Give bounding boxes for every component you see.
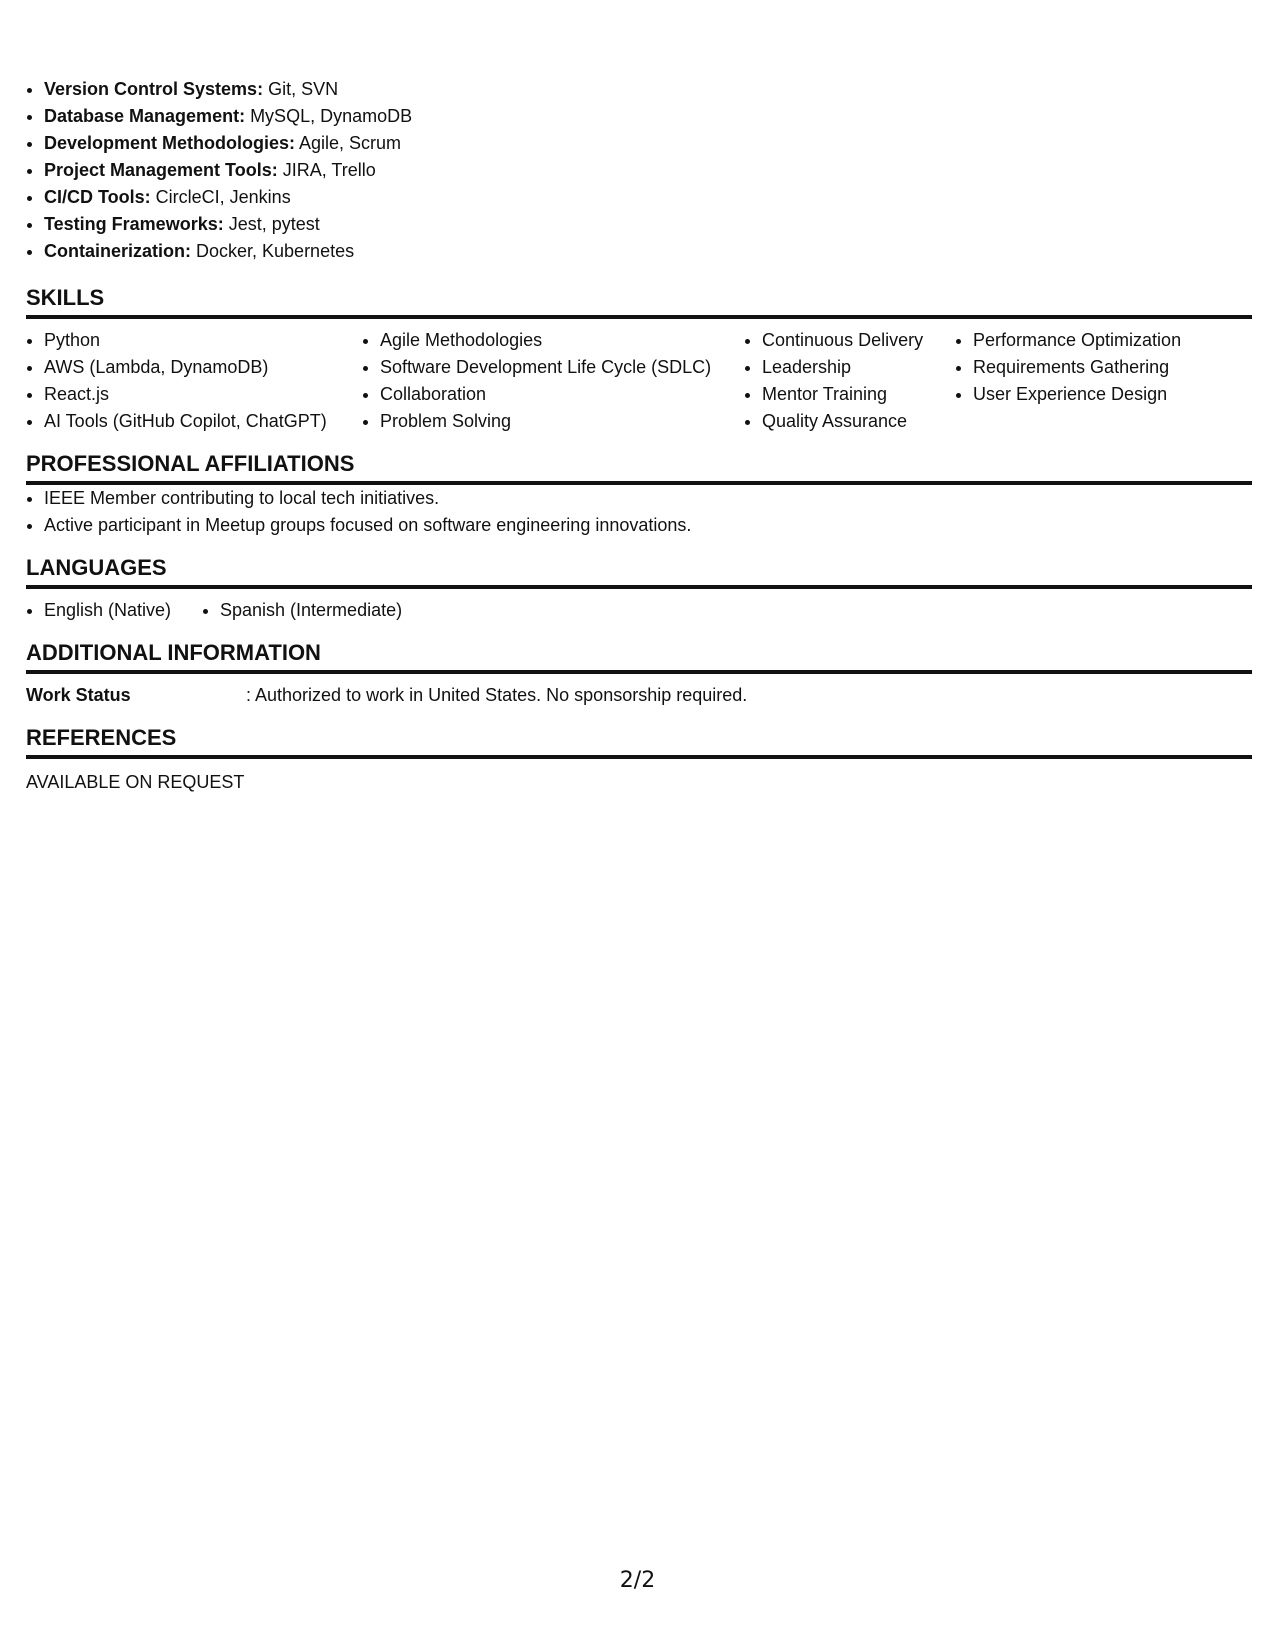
section-title-additional-info: ADDITIONAL INFORMATION: [26, 640, 1252, 674]
skill-item: • Requirements Gathering: [973, 354, 1233, 381]
skill-item: • Performance Optimization: [973, 327, 1233, 354]
tools-list: [26, 76, 1252, 265]
languages-row: [26, 597, 1252, 624]
list-item: • Active participant in Meetup groups focused on software engineering innovations.: [44, 512, 1252, 539]
list-item: [44, 184, 1252, 211]
language-item: • Spanish (Intermediate): [220, 597, 402, 624]
tool-value: Docker, Kubernetes: [191, 241, 355, 261]
tool-value: CircleCI, Jenkins: [150, 187, 291, 207]
list-item: [44, 103, 1252, 130]
skill-item: • AI Tools (GitHub Copilot, ChatGPT): [44, 408, 362, 435]
tool-label: Version Control Systems:: [44, 79, 264, 99]
skill-item: • Mentor Training: [762, 381, 955, 408]
tool-label: Containerization:: [44, 241, 191, 261]
spacer: [26, 709, 1252, 725]
skill-item: • Agile Methodologies: [380, 327, 744, 354]
tool-value: Agile, Scrum: [295, 133, 402, 153]
tool-label: Testing Frameworks:: [44, 214, 224, 234]
work-status-row: [26, 682, 1252, 709]
spacer: [26, 435, 1252, 451]
additional-info-section: [26, 640, 1252, 709]
skill-item: • Software Development Life Cycle (SDLC): [380, 354, 744, 381]
language-item: • English (Native): [44, 597, 202, 624]
resume-page: [26, 76, 1252, 796]
languages-section: [26, 555, 1252, 624]
tool-value: MySQL, DynamoDB: [245, 106, 413, 126]
languages-column: [202, 597, 402, 624]
skill-item: • Python: [44, 327, 362, 354]
skills-section: [26, 285, 1252, 435]
skill-item: • Leadership: [762, 354, 955, 381]
skill-item: • Continuous Delivery: [762, 327, 955, 354]
list-item: [44, 157, 1252, 184]
references-text: AVAILABLE ON REQUEST: [26, 772, 245, 792]
list-item: [44, 238, 1252, 265]
skill-item: • Problem Solving: [380, 408, 744, 435]
skills-column: [26, 327, 362, 435]
list-item: [44, 130, 1252, 157]
tool-label: Project Management Tools:: [44, 160, 278, 180]
tool-label: CI/CD Tools:: [44, 187, 151, 207]
spacer: [26, 539, 1252, 555]
section-title-references: REFERENCES: [26, 725, 1252, 759]
references-section: [26, 725, 1252, 796]
tool-value: JIRA, Trello: [277, 160, 376, 180]
skill-item: • AWS (Lambda, DynamoDB): [44, 354, 362, 381]
skills-column: [744, 327, 955, 435]
skills-column: [362, 327, 744, 435]
skill-item: • Quality Assurance: [762, 408, 955, 435]
skills-column: [955, 327, 1233, 435]
affiliations-list: [26, 485, 1252, 539]
list-item: [44, 211, 1252, 238]
tool-label: Database Management:: [44, 106, 246, 126]
work-status-label: Work Status: [26, 685, 131, 705]
section-title-affiliations: PROFESSIONAL AFFILIATIONS: [26, 451, 1252, 485]
affiliations-section: [26, 451, 1252, 539]
page-number: 2/2: [619, 1568, 656, 1593]
skill-item: • React.js: [44, 381, 362, 408]
work-status-value: : Authorized to work in United States. No sponsorship required.: [246, 685, 748, 705]
skill-item: • Collaboration: [380, 381, 744, 408]
tool-value: Jest, pytest: [223, 214, 320, 234]
list-item: [44, 76, 1252, 103]
tools-section: [26, 76, 1252, 265]
section-title-languages: LANGUAGES: [26, 555, 1252, 589]
tool-label: Development Methodologies:: [44, 133, 296, 153]
spacer: [26, 624, 1252, 640]
skills-grid: [26, 327, 1252, 435]
skill-item: • User Experience Design: [973, 381, 1233, 408]
section-title-skills: SKILLS: [26, 285, 1252, 319]
list-item: • IEEE Member contributing to local tech initiatives.: [44, 485, 1252, 512]
tool-value: Git, SVN: [263, 79, 339, 99]
languages-column: [26, 597, 202, 624]
